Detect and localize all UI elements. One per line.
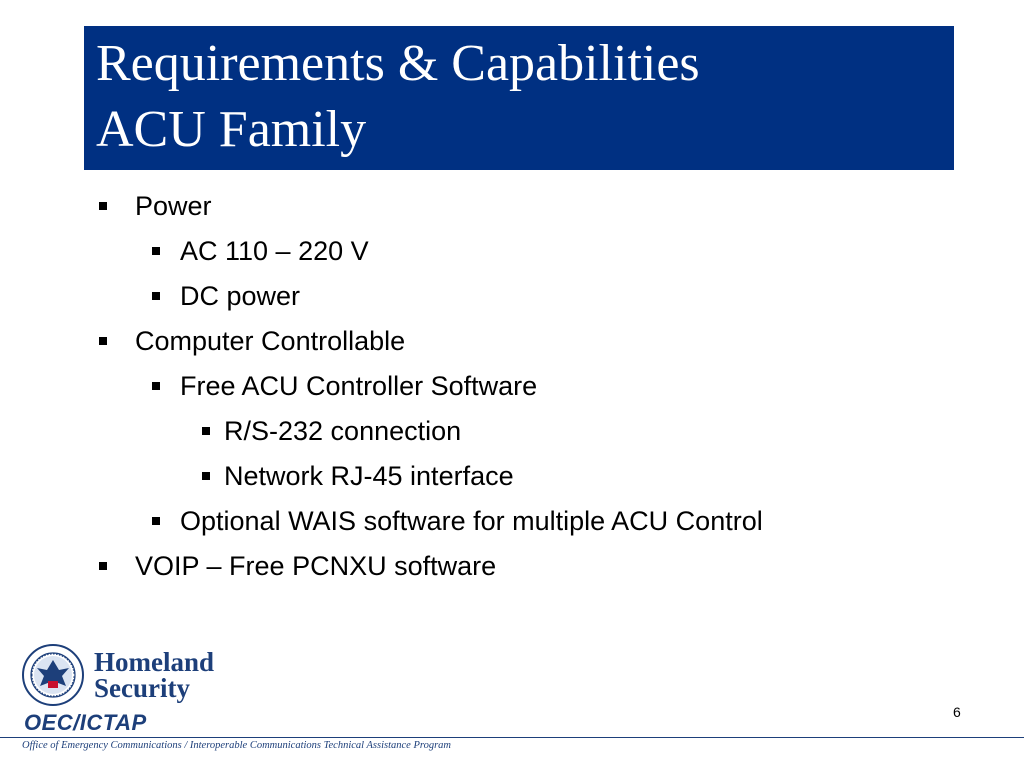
logo-security: Security (94, 673, 190, 703)
bullet-text: AC 110 – 220 V (180, 236, 369, 266)
bullet-item (180, 370, 537, 402)
bullet-text: DC power (180, 281, 301, 311)
bullet-item (180, 235, 369, 267)
bullet-item (224, 415, 461, 447)
logo-homeland: Homeland (94, 647, 215, 677)
bullet-text: Free ACU Controller Software (180, 371, 538, 401)
page-number: 6 (953, 704, 961, 720)
square-bullet-icon (152, 382, 160, 390)
bullet-item (180, 280, 300, 312)
bullet-text: Power (135, 191, 212, 221)
bullet-item (135, 325, 405, 357)
square-bullet-icon (152, 292, 160, 300)
bullet-text: Optional WAIS software for multiple ACU Control (180, 506, 763, 536)
org-short-name: OEC/ICTAP (24, 710, 147, 735)
bullet-item (135, 190, 212, 222)
bullet-item (180, 505, 763, 537)
bullet-text: R/S-232 connection (224, 416, 462, 446)
bullet-text: Network RJ-45 interface (224, 461, 514, 491)
title-band (84, 26, 954, 170)
title-line-1: Requirements & Capabilities (96, 35, 700, 92)
footer-divider (0, 737, 1024, 738)
dhs-seal-icon (22, 644, 84, 706)
square-bullet-icon (99, 562, 107, 570)
bullet-item (135, 550, 496, 582)
org-full-name: Office of Emergency Communications / Interoperable Communications Technical Assistance Program (22, 740, 451, 751)
title-line-2: ACU Family (96, 101, 367, 158)
square-bullet-icon (99, 202, 107, 210)
bullet-text: VOIP – Free PCNXU software (135, 551, 497, 581)
square-bullet-icon (202, 472, 210, 480)
square-bullet-icon (202, 427, 210, 435)
square-bullet-icon (152, 247, 160, 255)
bullet-text: Computer Controllable (135, 326, 406, 356)
bullet-item (224, 460, 514, 492)
square-bullet-icon (99, 337, 107, 345)
square-bullet-icon (152, 517, 160, 525)
